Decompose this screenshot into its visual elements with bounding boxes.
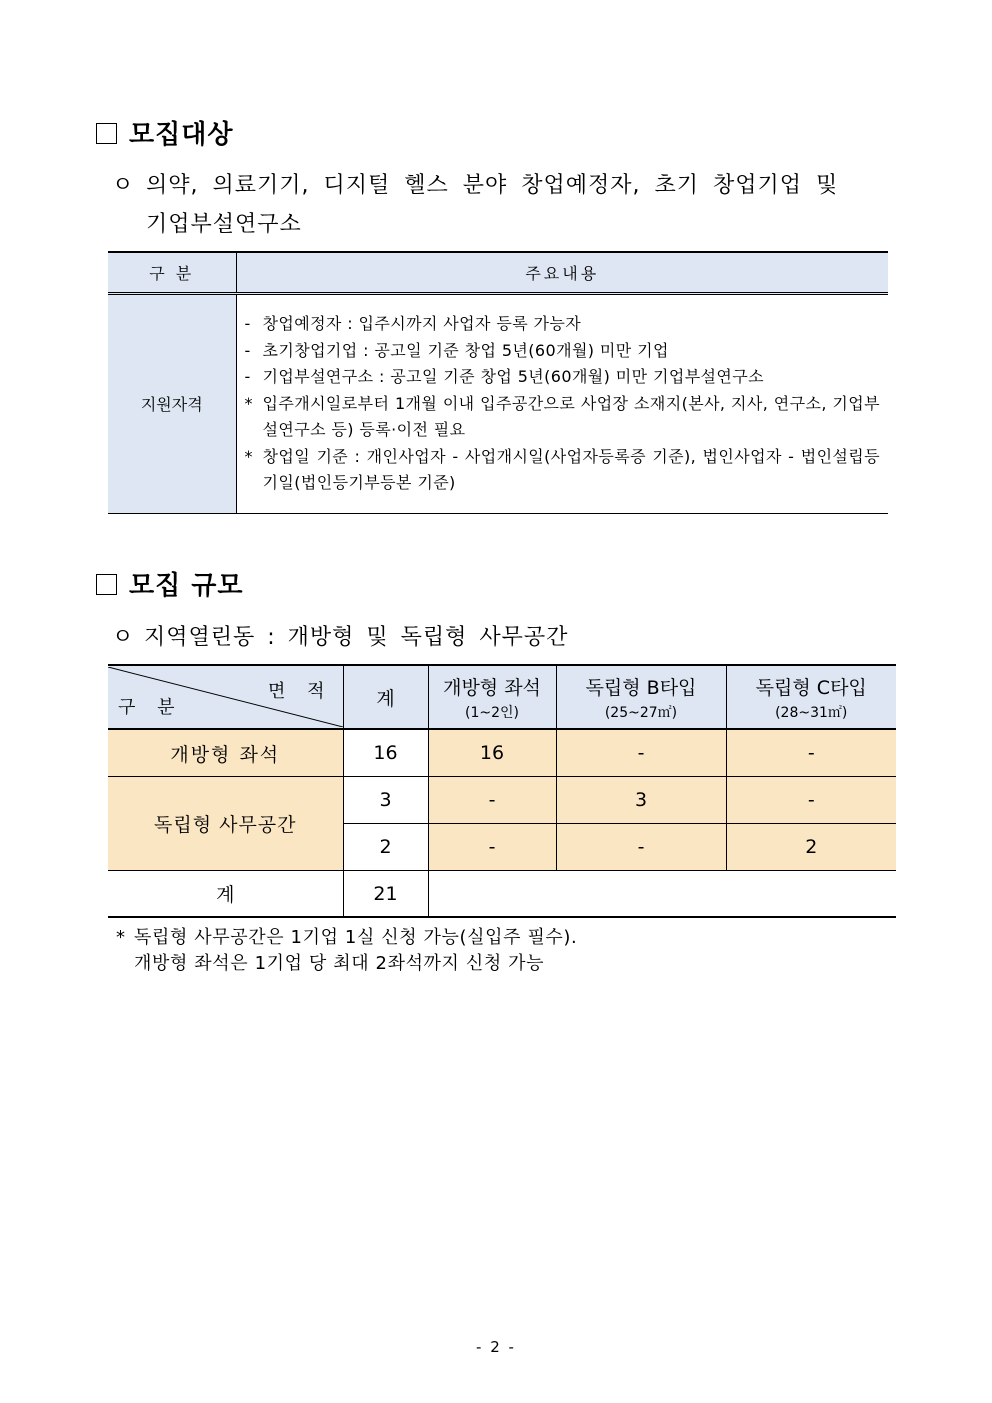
header-type-b: 독립형 B타입 (25~27㎡) [556,665,726,729]
header-main-content: 주요내용 [236,252,888,294]
note-line2: 개방형 좌석은 1기업 당 최대 2좌석까지 신청 가능 [134,953,545,974]
row-label-eligibility: 지원자격 [108,294,236,514]
corner-area-label: 면 적 [268,681,333,702]
row-label: 계 [108,871,343,918]
cell-c: 2 [726,824,896,871]
table-row [108,729,896,777]
header-corner-cell [108,665,343,729]
eligibility-details [236,294,888,514]
eligibility-row [108,294,888,514]
checkbox-square-icon [96,574,117,595]
section-title-recruit-target: 모집대상 [96,114,233,151]
cell-b: 3 [556,777,726,824]
total-row [108,871,896,918]
target-bullet-line2: 기업부설연구소 [146,212,302,237]
cell-c: - [726,777,896,824]
scale-bullet [112,620,568,651]
cell-total: 3 [343,777,428,824]
checkbox-square-icon [96,123,117,144]
cell-c: - [726,729,896,777]
cell-total: 2 [343,824,428,871]
header-total: 계 [343,665,428,729]
cell-total: 21 [343,871,428,918]
row-label: 독립형 사무공간 [108,777,343,871]
header-type-c: 독립형 C타입 (28~31㎡) [726,665,896,729]
eligibility-item: - 초기창업기업 : 공고일 기준 창업 5년(60개월) 미만 기업 [244,340,669,360]
header-category: 구 분 [108,252,236,294]
cell-b: - [556,824,726,871]
target-bullet [112,168,902,199]
capacity-note: * 독립형 사무공간은 1기업 1실 신청 가능(실입주 필수). 개방형 좌석은 1기업 당 최대 2좌석까지 신청 가능 [116,927,578,974]
eligibility-table [108,251,888,514]
empty-cell [428,871,896,918]
eligibility-item: - 창업예정자 : 입주시까지 사업자 등록 가능자 [244,314,582,333]
note-line1: 독립형 사무공간은 1기업 1실 신청 가능(실입주 필수). [134,927,578,948]
scale-bullet-text: 지역열린동 : 개방형 및 독립형 사무공간 [144,625,569,650]
bullet-marker: ㅇ [112,173,135,198]
corner-category-label: 구 분 [118,697,183,718]
page-number: - 2 - [476,1338,516,1356]
header-open-seat: 개방형 좌석 (1~2인) [428,665,556,729]
bullet-marker: ㅇ [112,625,135,650]
row-label: 개방형 좌석 [108,729,343,777]
section-title-recruit-scale: 모집 규모 [96,565,244,602]
capacity-table [108,664,896,918]
cell-open: - [428,777,556,824]
table-row [108,777,896,824]
eligibility-note: * 입주개시일로부터 1개월 이내 입주공간으로 사업장 소재지(본사, 지사, 연구소, 기업부설연구소 등) 등록·이전 필요 [244,393,880,439]
cell-open: 16 [428,729,556,777]
cell-total: 16 [343,729,428,777]
capacity-header-row [108,665,896,729]
eligibility-note: * 창업일 기준 : 개인사업자 - 사업개시일(사업자등록증 기준), 법인사업자 - 법인설립등기일(법인등기부등본 기준) [244,446,880,492]
cell-b: - [556,729,726,777]
cell-open: - [428,824,556,871]
target-bullet-line1: 의약, 의료기기, 디지털 헬스 분야 창업예정자, 초기 창업기업 및 [146,173,839,198]
eligibility-item: - 기업부설연구소 : 공고일 기준 창업 5년(60개월) 미만 기업부설연구소 [244,367,764,386]
eligibility-header-row [108,252,888,294]
